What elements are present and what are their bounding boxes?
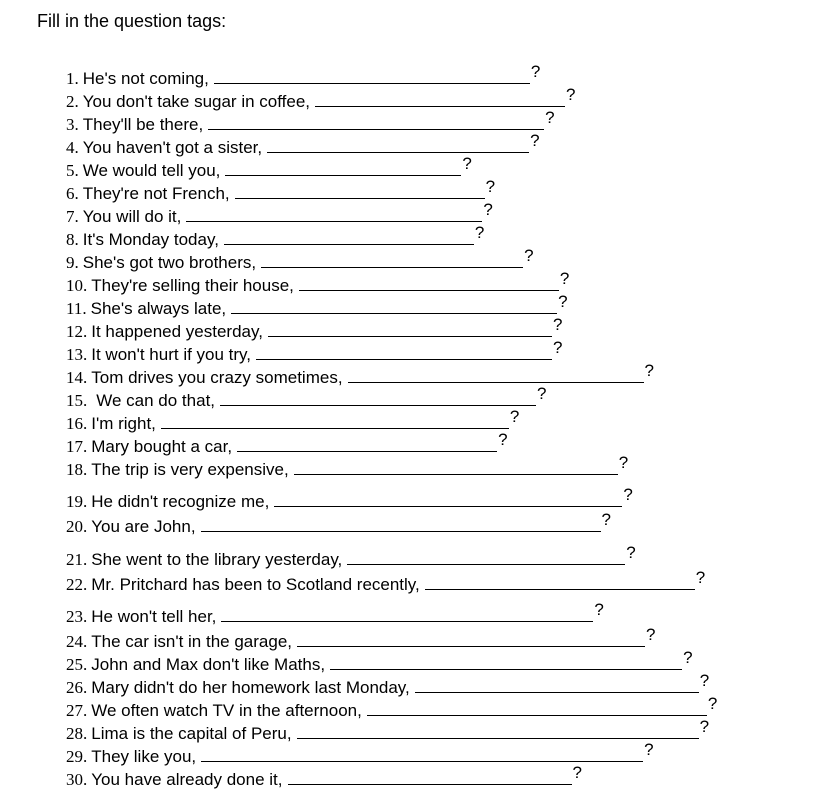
question-mark: ?: [524, 246, 534, 265]
question-mark: ?: [559, 269, 570, 288]
question-mark: ?: [537, 384, 547, 403]
question-line: [66, 269, 570, 297]
question-mark: ?: [509, 407, 520, 426]
question-number: 24.: [66, 632, 88, 651]
question-text: He's not coming,: [82, 69, 209, 88]
question-number: 13.: [66, 345, 88, 364]
answer-blank[interactable]: [225, 174, 461, 176]
question-number: 1.: [66, 69, 79, 88]
question-number: 12.: [66, 322, 88, 341]
answer-blank[interactable]: [347, 563, 625, 565]
question-line: [66, 108, 555, 136]
question-line: [66, 292, 568, 320]
answer-blank[interactable]: [288, 783, 572, 785]
question-number: 8.: [66, 230, 79, 249]
question-line: [66, 600, 604, 628]
question-line: [66, 338, 563, 366]
question-mark: ?: [483, 200, 493, 219]
question-text: Mary bought a car,: [91, 437, 233, 456]
question-number: 6.: [66, 184, 79, 203]
answer-blank[interactable]: [237, 450, 497, 452]
question-mark: ?: [646, 625, 656, 644]
answer-blank[interactable]: [221, 620, 593, 622]
question-line: [66, 223, 485, 251]
question-line: [66, 568, 706, 596]
answer-blank[interactable]: [297, 737, 699, 739]
question-number: 16.: [66, 414, 88, 433]
question-number: 5.: [66, 161, 79, 180]
answer-blank[interactable]: [267, 151, 529, 153]
question-number: 20.: [66, 517, 88, 536]
question-text: He won't tell her,: [91, 607, 217, 626]
question-text: You haven't got a sister,: [82, 138, 263, 157]
question-number: 26.: [66, 678, 88, 697]
question-text: They'll be there,: [82, 115, 204, 134]
question-line: [66, 154, 472, 182]
question-mark: ?: [626, 543, 636, 562]
question-mark: ?: [644, 361, 655, 380]
question-text: We often watch TV in the afternoon,: [91, 701, 362, 720]
answer-blank[interactable]: [208, 128, 544, 130]
question-text: They like you,: [91, 747, 197, 766]
question-mark: ?: [558, 292, 568, 311]
question-line: [66, 85, 576, 113]
question-line: [66, 200, 493, 228]
question-line: [66, 361, 655, 389]
question-text: We can do that,: [96, 391, 216, 410]
question-line: [66, 62, 541, 90]
question-line: [66, 763, 582, 791]
answer-blank[interactable]: [186, 220, 482, 222]
question-number: 7.: [66, 207, 79, 226]
question-mark: ?: [683, 648, 693, 667]
question-mark: ?: [566, 85, 576, 104]
question-line: [66, 671, 710, 699]
question-number: 27.: [66, 701, 88, 720]
answer-blank[interactable]: [294, 473, 618, 475]
question-number: 19.: [66, 492, 88, 511]
question-text: It happened yesterday,: [91, 322, 263, 341]
question-mark: ?: [618, 453, 629, 472]
question-line: [66, 694, 718, 722]
question-text: Lima is the capital of Peru,: [91, 724, 292, 743]
question-text: Mary didn't do her homework last Monday,: [91, 678, 410, 697]
question-number: 10.: [66, 276, 88, 295]
answer-blank[interactable]: [274, 505, 622, 507]
answer-blank[interactable]: [425, 588, 695, 590]
answer-blank[interactable]: [315, 105, 565, 107]
question-number: 28.: [66, 724, 88, 743]
question-mark: ?: [699, 671, 710, 690]
question-line: [66, 717, 710, 745]
question-text: Tom drives you crazy sometimes,: [91, 368, 343, 387]
question-mark: ?: [485, 177, 496, 196]
answer-blank[interactable]: [299, 289, 559, 291]
question-mark: ?: [623, 485, 633, 504]
answer-blank[interactable]: [268, 335, 552, 337]
question-mark: ?: [707, 694, 718, 713]
answer-blank[interactable]: [297, 645, 645, 647]
question-mark: ?: [530, 62, 541, 81]
page-title: Fill in the question tags:: [37, 11, 227, 31]
question-number: 21.: [66, 550, 88, 569]
question-line: [66, 485, 633, 513]
question-number: 30.: [66, 770, 88, 789]
question-text: It won't hurt if you try,: [91, 345, 252, 364]
question-line: [66, 648, 693, 676]
answer-blank[interactable]: [261, 266, 523, 268]
question-text: They're not French,: [82, 184, 230, 203]
question-text: He didn't recognize me,: [91, 492, 270, 511]
question-text: John and Max don't like Maths,: [91, 655, 326, 674]
question-number: 11.: [66, 299, 87, 318]
question-number: 14.: [66, 368, 88, 387]
question-text: They're selling their house,: [91, 276, 294, 295]
question-mark: ?: [695, 568, 706, 587]
question-text: Mr. Pritchard has been to Scotland recently,: [91, 575, 420, 594]
question-line: [66, 510, 612, 538]
question-number: 18.: [66, 460, 88, 479]
question-number: 9.: [66, 253, 79, 272]
question-text: You will do it,: [82, 207, 182, 226]
question-text: It's Monday today,: [82, 230, 219, 249]
question-mark: ?: [498, 430, 508, 449]
question-mark: ?: [644, 740, 654, 759]
answer-blank[interactable]: [256, 358, 552, 360]
question-text: She's always late,: [90, 299, 227, 318]
answer-blank[interactable]: [231, 312, 557, 314]
question-number: 22.: [66, 575, 88, 594]
question-line: [66, 407, 520, 435]
question-mark: ?: [552, 315, 563, 334]
question-number: 29.: [66, 747, 88, 766]
question-number: 4.: [66, 138, 79, 157]
answer-blank[interactable]: [330, 668, 682, 670]
question-mark: ?: [462, 154, 472, 173]
question-number: 15.: [66, 391, 88, 410]
question-text: You don't take sugar in coffee,: [82, 92, 311, 111]
question-mark: ?: [572, 763, 582, 782]
answer-blank[interactable]: [201, 530, 601, 532]
answer-blank[interactable]: [415, 691, 699, 693]
answer-blank[interactable]: [367, 714, 707, 716]
question-text: She's got two brothers,: [82, 253, 257, 272]
question-text: You have already done it,: [91, 770, 283, 789]
question-mark: ?: [545, 108, 555, 127]
question-mark: ?: [553, 338, 563, 357]
question-line: [66, 430, 508, 458]
question-number: 17.: [66, 437, 88, 456]
question-mark: ?: [530, 131, 540, 150]
question-number: 23.: [66, 607, 88, 626]
question-mark: ?: [474, 223, 485, 242]
question-text: She went to the library yesterday,: [91, 550, 343, 569]
question-line: [66, 315, 563, 343]
question-text: We would tell you,: [82, 161, 221, 180]
question-mark: ?: [699, 717, 710, 736]
answer-blank[interactable]: [224, 243, 474, 245]
answer-blank[interactable]: [220, 404, 536, 406]
answer-blank[interactable]: [235, 197, 485, 199]
question-number: 25.: [66, 655, 88, 674]
question-mark: ?: [594, 600, 604, 619]
question-line: [66, 453, 629, 481]
question-line: [66, 384, 547, 412]
question-line: [66, 177, 496, 205]
question-mark: ?: [601, 510, 612, 529]
question-line: [66, 543, 636, 571]
question-text: The trip is very expensive,: [91, 460, 289, 479]
question-number: 2.: [66, 92, 79, 111]
answer-blank[interactable]: [214, 82, 530, 84]
answer-blank[interactable]: [161, 427, 509, 429]
question-text: You are John,: [91, 517, 196, 536]
answer-blank[interactable]: [348, 381, 644, 383]
question-line: [66, 246, 534, 274]
question-line: [66, 740, 654, 768]
question-line: [66, 625, 656, 653]
question-number: 3.: [66, 115, 79, 134]
question-text: The car isn't in the garage,: [91, 632, 292, 651]
question-text: I'm right,: [91, 414, 156, 433]
